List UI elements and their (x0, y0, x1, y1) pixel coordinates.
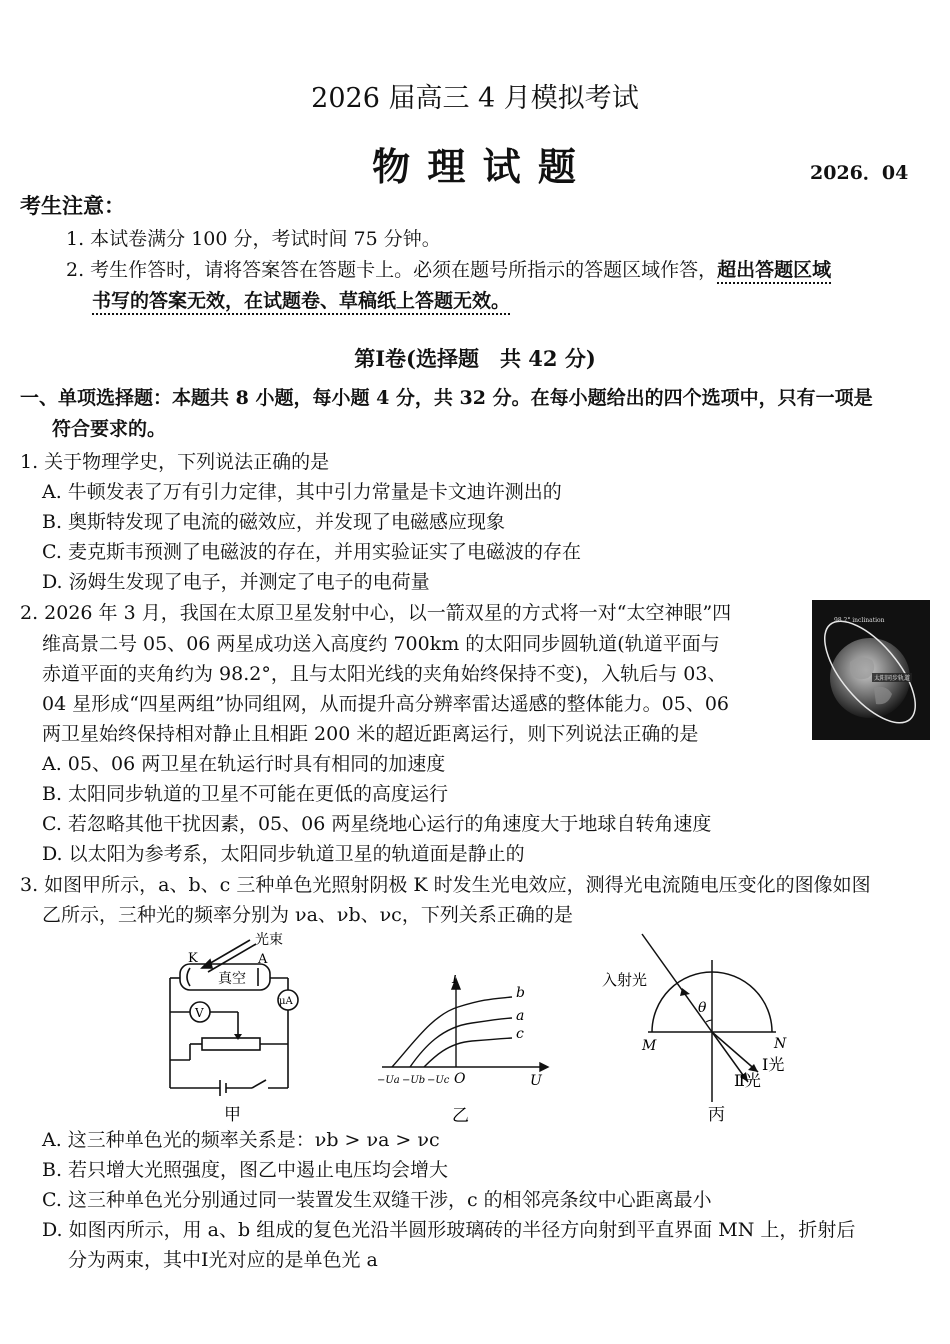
ammeter-label: μA (279, 996, 293, 1007)
q2-stem-4: 04 星形成“四星两组”协同组网，从而提升高分辨率雷达遥感的整体能力。05、06 (42, 693, 729, 715)
q1-option-d: D. 汤姆生发现了电子，并测定了电子的电荷量 (42, 571, 430, 593)
tick-neg-ub: −Ub (402, 1075, 426, 1086)
figure-jia-circuit (160, 930, 310, 1130)
incident-light-label: 入射光 (602, 971, 648, 989)
q1-option-a: A. 牛顿发表了万有引力定律，其中引力常量是卡文迪许测出的 (42, 481, 562, 503)
tick-neg-uc: −Uc (427, 1075, 450, 1086)
orbit-label: 太阳同步轨道 (874, 675, 911, 682)
vacuum-label: 真空 (218, 971, 246, 987)
figure-yi-label: 乙 (452, 1106, 469, 1126)
tick-neg-ua: −Ua (377, 1075, 400, 1086)
subject-title: 物 理 试 题 (372, 144, 578, 189)
q1-stem: 1. 关于物理学史，下列说法正确的是 (20, 451, 330, 473)
q2-option-a: A. 05、06 两卫星在轨运行时具有相同的加速度 (42, 753, 446, 775)
curve-b-label: b (516, 985, 525, 1001)
beam-label: 光束 (255, 932, 283, 948)
anode-label: A (258, 952, 268, 967)
figure-jia-label: 甲 (224, 1105, 241, 1125)
m-label: M (642, 1038, 657, 1054)
notice-item-2-text: 2. 考生作答时，请将答案答在答题卡上。必须在题号所指示的答题区域作答， (66, 259, 718, 281)
voltmeter-label: V (195, 1006, 204, 1020)
q3-option-d-cont: 分为两束，其中Ⅰ光对应的是单色光 a (68, 1249, 378, 1271)
inclination-label: 98.2° inclination (834, 617, 885, 624)
q3-stem-2: 乙所示，三种光的频率分别为 νa、νb、νc，下列关系正确的是 (42, 904, 573, 926)
satellite-orbit-image (812, 600, 930, 740)
section-instruction-1: 一、单项选择题：本题共 8 小题，每小题 4 分，共 32 分。在每小题给出的四个选项中，只有一项是 (20, 387, 873, 409)
exam-title: 2026 届高三 4 月模拟考试 (311, 83, 639, 114)
cathode-label: K (188, 951, 198, 966)
notice-item-2 (66, 257, 831, 283)
q2-option-c: C. 若忽略其他干扰因素，05、06 两星绕地心运行的角速度大于地球自转角速度 (42, 813, 712, 835)
section-instruction-2: 符合要求的。 (52, 418, 167, 440)
origin-label: O (454, 1071, 466, 1087)
notice-item-1: 1. 本试卷满分 100 分，考试时间 75 分钟。 (66, 228, 441, 250)
figure-bing-label: 丙 (708, 1105, 725, 1125)
q2-stem-5: 两卫星始终保持相对静止且相距 200 米的超近距离运行，则下列说法正确的是 (42, 723, 699, 745)
theta-label: θ (698, 1000, 707, 1016)
notice-heading: 考生注意： (20, 193, 125, 218)
notice-item-2-cont: 书写的答案无效，在试题卷、草稿纸上答题无效。 (92, 290, 511, 312)
notice-item-2-emph: 超出答题区域 (717, 259, 832, 281)
q2-option-d: D. 以太阳为参考系，太阳同步轨道卫星的轨道面是静止的 (42, 843, 525, 865)
q3-stem-1: 3. 如图甲所示，a、b、c 三种单色光照射阴极 K 时发生光电效应，测得光电流随电压变化的图像如图 (20, 874, 871, 896)
q3-option-b: B. 若只增大光照强度，图乙中遏止电压均会增大 (42, 1159, 449, 1181)
n-label: N (774, 1036, 787, 1052)
ray-2-label: Ⅱ光 (734, 1071, 761, 1090)
q2-stem-3: 赤道平面的夹角约为 98.2°，且与太阳光线的夹角始终保持不变)，入轨后与 03、 (42, 663, 727, 685)
axis-i-label: I (452, 975, 458, 987)
q2-stem-2: 维高景二号 05、06 两星成功送入高度约 700km 的太阳同步圆轨道(轨道平面与 (42, 633, 720, 655)
ray-1-label: Ⅰ光 (762, 1055, 785, 1074)
q2-stem-1: 2. 2026 年 3 月，我国在太原卫星发射中心，以一箭双星的方式将一对“太空神眼”四 (20, 602, 732, 624)
curve-c-label: c (516, 1026, 524, 1042)
q1-option-c: C. 麦克斯韦预测了电磁波的存在，并用实验证实了电磁波的存在 (42, 541, 581, 563)
exam-date: 2026．04 (810, 162, 909, 184)
q1-option-b: B. 奥斯特发现了电流的磁效应，并发现了电磁感应现象 (42, 511, 506, 533)
q3-option-a: A. 这三种单色光的频率关系是：νb > νa > νc (42, 1129, 440, 1151)
axis-u-label: U (530, 1073, 542, 1089)
curve-a-label: a (516, 1008, 525, 1024)
figure-bing-optics (598, 932, 808, 1130)
section-title: 第Ⅰ卷(选择题 共 42 分) (354, 346, 596, 371)
figure-yi-graph (372, 975, 552, 1130)
q2-option-b: B. 太阳同步轨道的卫星不可能在更低的高度运行 (42, 783, 449, 805)
q3-option-c: C. 这三种单色光分别通过同一装置发生双缝干涉，c 的相邻亮条纹中心距离最小 (42, 1189, 712, 1211)
q3-option-d: D. 如图丙所示，用 a、b 组成的复色光沿半圆形玻璃砖的半径方向射到平直界面 MN 上，折射后 (42, 1219, 856, 1241)
